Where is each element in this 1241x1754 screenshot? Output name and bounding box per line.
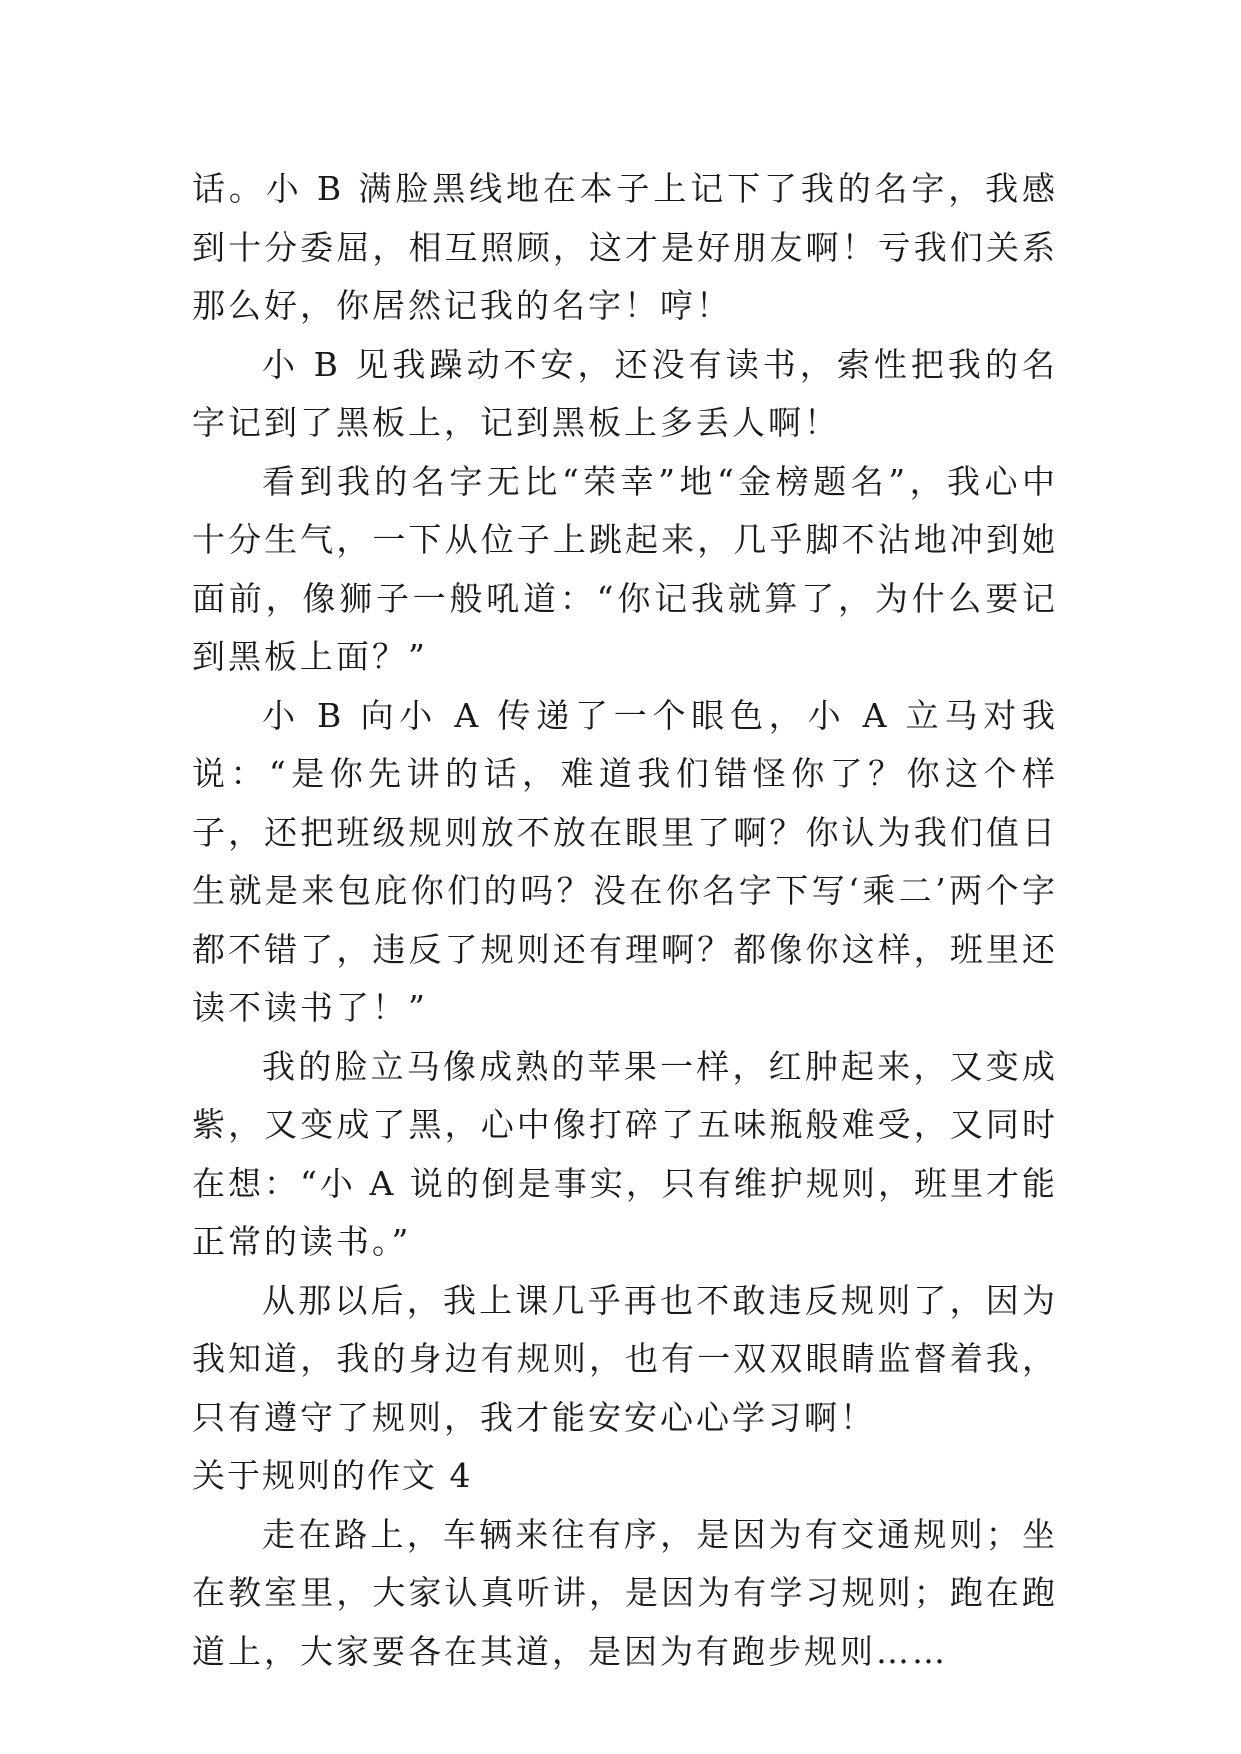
paragraph-continued: 话。小 B 满脸黑线地在本子上记下了我的名字，我感到十分委屈，相互照顾，这才是好朋友啊！亏我们关系那么好，你居然记我的名字！哼！ [192,169,1058,325]
section-heading: 关于规则的作文 4 [192,1456,473,1495]
essay-body [192,160,1058,1681]
paragraph: 从那以后，我上课几乎再也不敢违反规则了，因为我知道，我的身边有规则，也有一双双眼睛监督着我，只有遵守了规则，我才能安安心心学习啊！ [192,1280,1058,1437]
paragraph: 小 B 向小 A 传递了一个眼色，小 A 立马对我说：“是你先讲的话，难道我们错怪你了？你这个样子，还把班级规则放不放在眼里了啊？你认为我们值日生就是来包庇你们的吗？没在你名字下写‘乘二’两个字都不错了，违反了规则还有理啊？都像你这样，班里还读不读书了！” [192,695,1058,1027]
paragraph: 看到我的名字无比“荣幸”地“金榜题名”，我心中十分生气，一下从位子上跳起来，几乎脚不沾地冲到她面前，像狮子一般吼道：“你记我就算了，为什么要记到黑板上面？” [192,461,1058,676]
paragraph: 小 B 见我躁动不安，还没有读书，索性把我的名字记到了黑板上，记到黑板上多丢人啊！ [192,344,1058,442]
paragraph: 走在路上，车辆来往有序，是因为有交通规则；坐在教室里，大家认真听讲，是因为有学习规则；跑在跑道上，大家要各在其道，是因为有跑步规则…… [192,1514,1058,1671]
paragraph: 我的脸立马像成熟的苹果一样，红肿起来，又变成紫，又变成了黑，心中像打碎了五味瓶般难受，又同时在想：“小 A 说的倒是事实，只有维护规则，班里才能正常的读书。” [192,1046,1058,1261]
